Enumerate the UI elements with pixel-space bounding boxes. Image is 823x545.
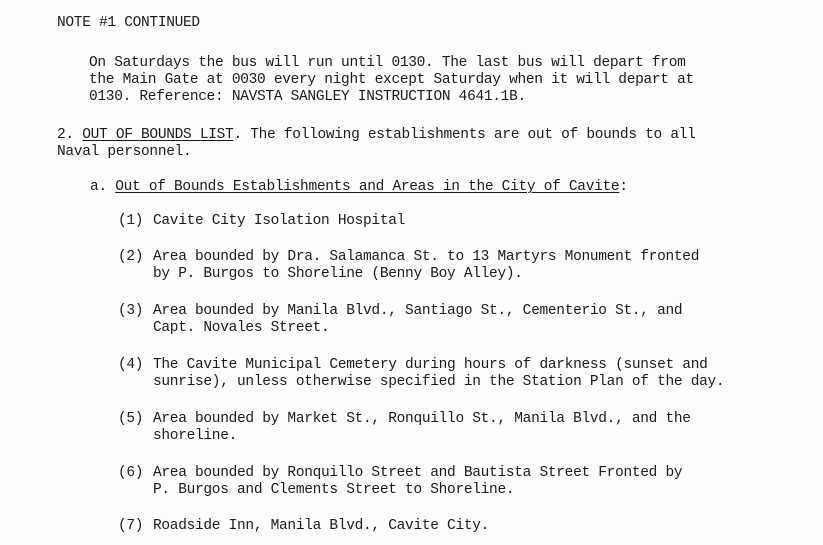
list-item-number: (5) bbox=[118, 411, 144, 427]
list-item-text: Area bounded by Market St., Ronquillo St., Manila Blvd., and the bbox=[153, 411, 691, 427]
section-2-number: 2. bbox=[57, 127, 74, 143]
list-item-text: Area bounded by Dra. Salamanca St. to 13 Martyrs Monument fronted bbox=[153, 249, 700, 265]
subsection-a-title: Out of Bounds Establishments and Areas in the City of Cavite bbox=[115, 179, 620, 195]
list-item bbox=[118, 411, 691, 445]
list-item bbox=[118, 357, 724, 391]
list-item-text-cont: by P. Burgos to Shoreline (Benny Boy Alley). bbox=[153, 266, 523, 282]
list-item-number: (7) bbox=[118, 518, 144, 534]
page-heading: NOTE #1 CONTINUED bbox=[57, 15, 200, 31]
list-item-number: (1) bbox=[118, 213, 144, 229]
bus-note-line: On Saturdays the bus will run until 0130. The last bus will depart from bbox=[89, 55, 686, 71]
list-item bbox=[118, 213, 405, 230]
list-item bbox=[118, 465, 682, 499]
list-item-text-cont: P. Burgos and Clements Street to Shoreline. bbox=[153, 482, 515, 498]
list-item-text: The Cavite Municipal Cemetery during hours of darkness (sunset and bbox=[153, 357, 708, 373]
section-2-title: OUT OF BOUNDS LIST bbox=[82, 127, 234, 143]
list-item-number: (4) bbox=[118, 357, 144, 373]
list-item-text-cont: sunrise), unless otherwise specified in the Station Plan of the day. bbox=[153, 374, 725, 390]
subsection-a-heading bbox=[90, 179, 628, 196]
section-2-text-cont: Naval personnel. bbox=[57, 144, 192, 160]
subsection-a-colon: : bbox=[619, 179, 628, 195]
bus-note-line: 0130. Reference: NAVSTA SANGLEY INSTRUCTION 4641.1B. bbox=[89, 89, 526, 105]
list-item-text: Roadside Inn, Manila Blvd., Cavite City. bbox=[153, 518, 490, 534]
list-item bbox=[118, 518, 489, 535]
list-item-text: Cavite City Isolation Hospital bbox=[153, 213, 406, 229]
list-item-number: (6) bbox=[118, 465, 144, 481]
list-item-text: Area bounded by Ronquillo Street and Bautista Street Fronted by bbox=[153, 465, 683, 481]
subsection-a-letter: a. bbox=[90, 179, 107, 195]
bus-note-line: the Main Gate at 0030 every night except Saturday when it will depart at bbox=[89, 72, 694, 88]
list-item-number: (2) bbox=[118, 249, 144, 265]
list-item-text-cont: Capt. Novales Street. bbox=[153, 320, 330, 336]
section-2-paragraph bbox=[57, 127, 696, 161]
list-item-text: Area bounded by Manila Blvd., Santiago St., Cementerio St., and bbox=[153, 303, 683, 319]
list-item-text-cont: shoreline. bbox=[153, 428, 238, 444]
bus-schedule-paragraph bbox=[89, 55, 694, 106]
list-item bbox=[118, 303, 682, 337]
section-2-text: . The following establishments are out of bounds to all bbox=[233, 127, 696, 143]
list-item-number: (3) bbox=[118, 303, 144, 319]
list-item bbox=[118, 249, 699, 283]
